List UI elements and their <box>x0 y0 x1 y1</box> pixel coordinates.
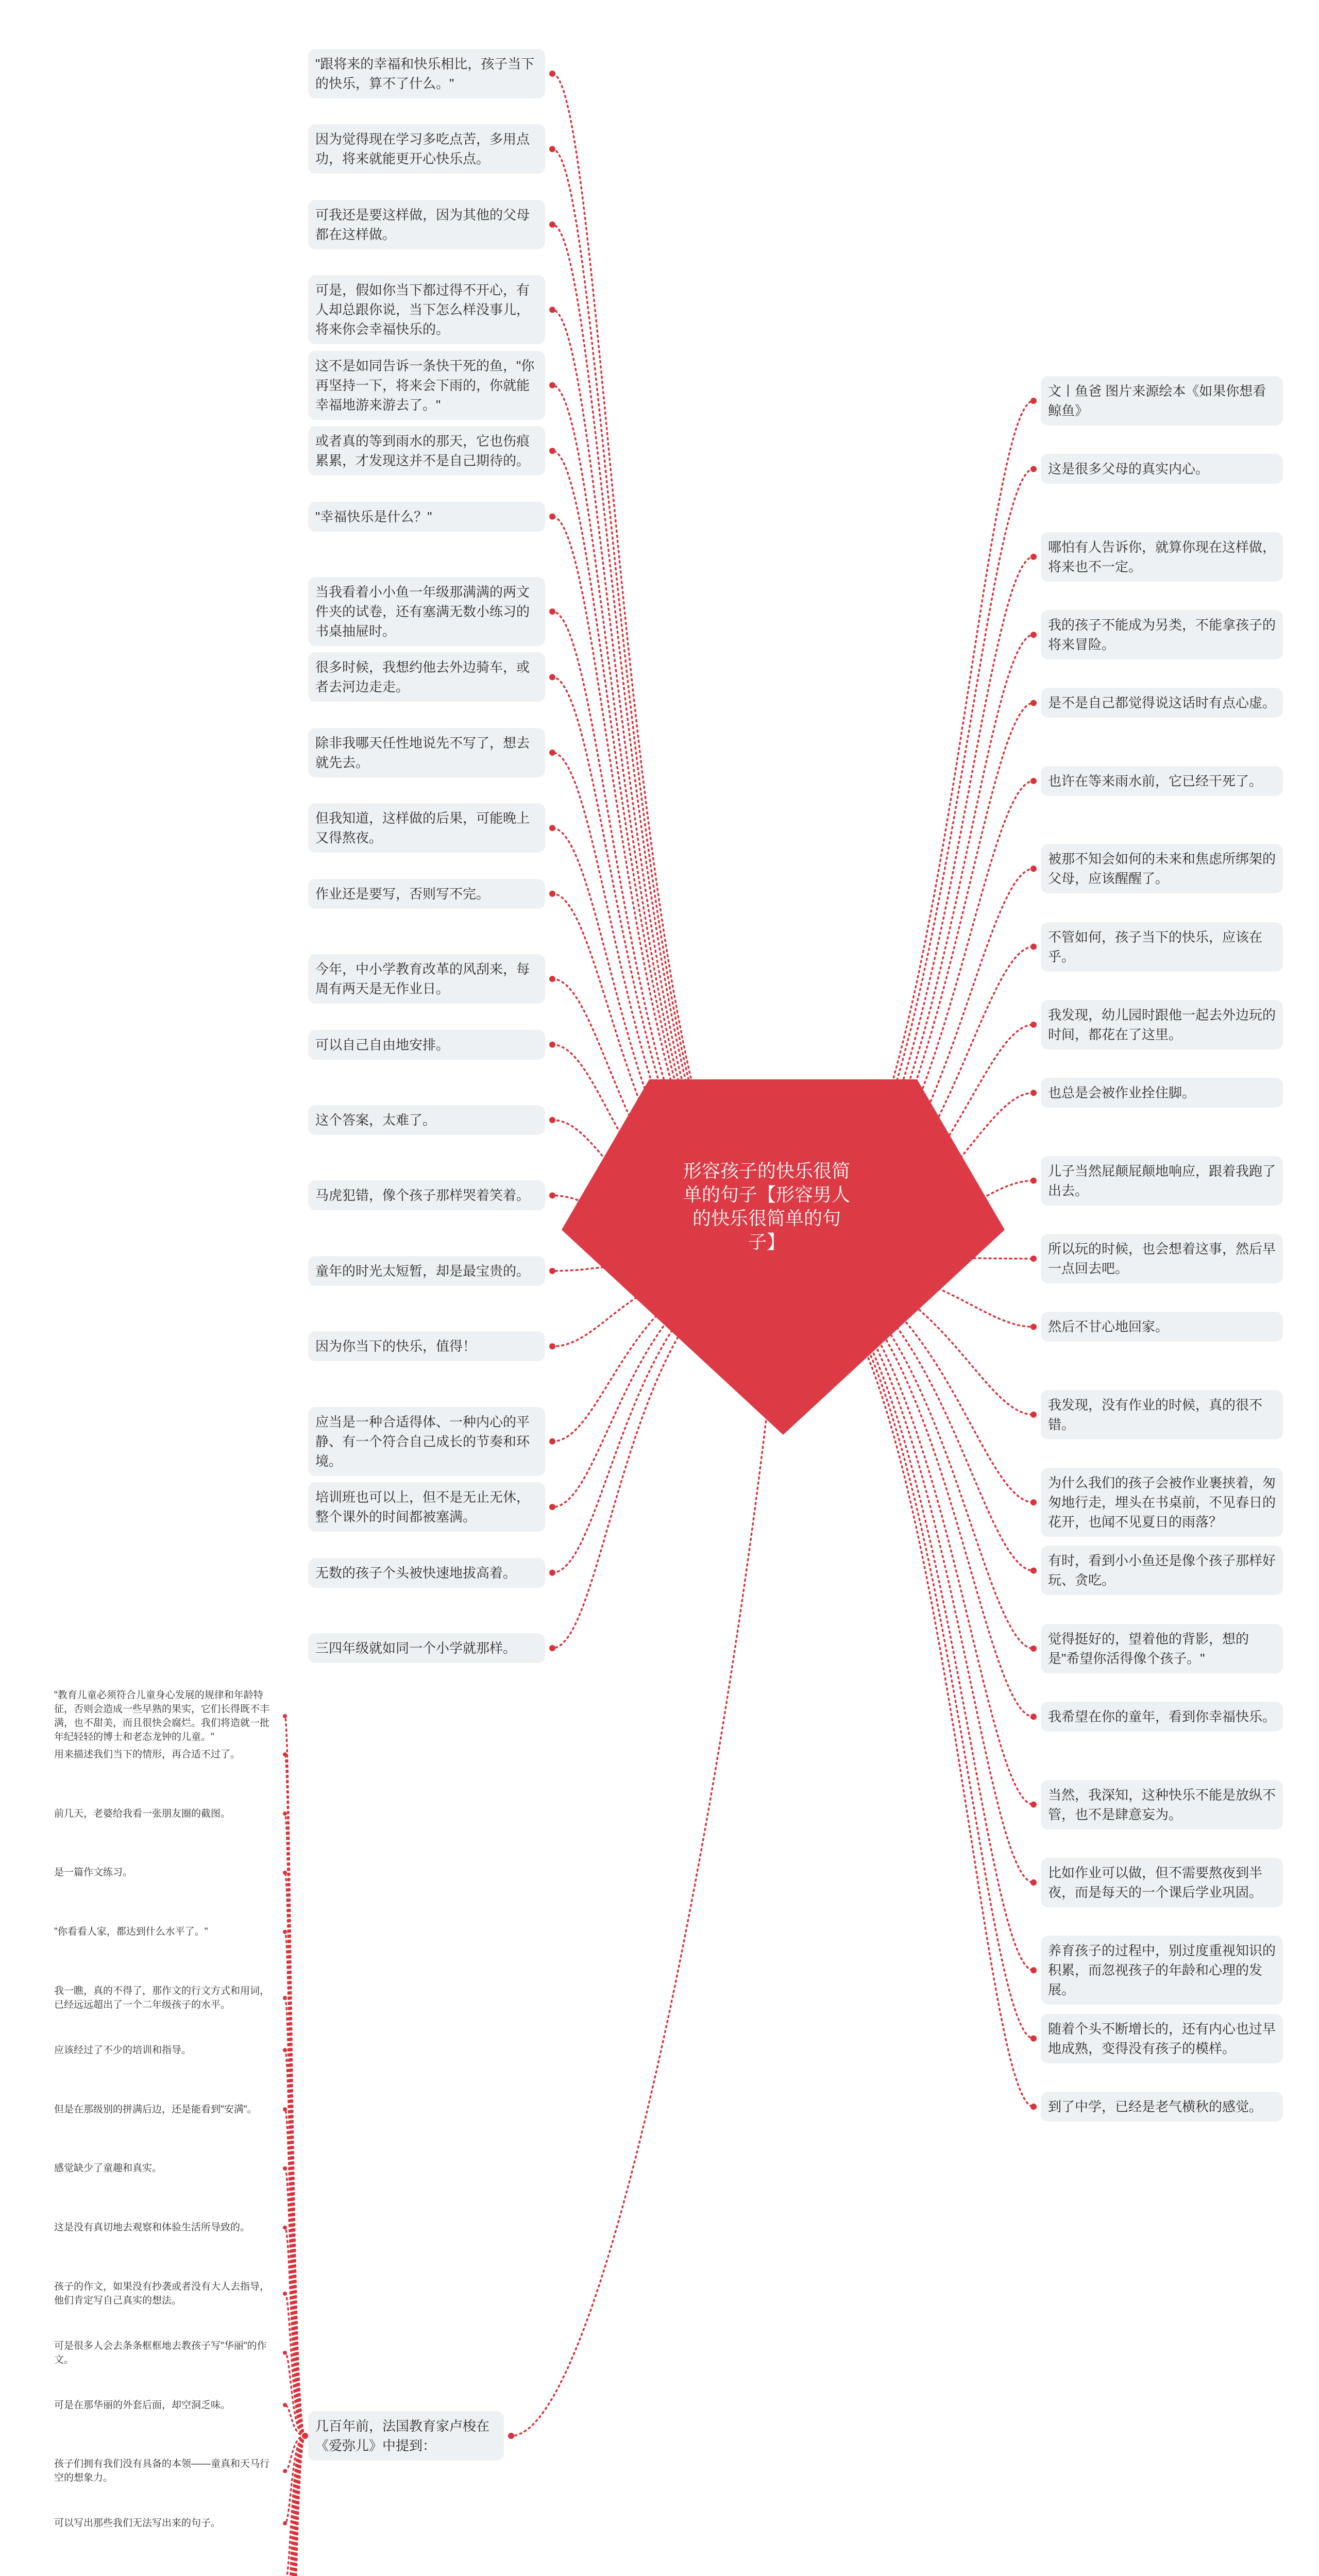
quote-detail-node[interactable]: 这是没有真切地去观察和体验生活所导致的。 <box>49 2217 281 2238</box>
quote-detail-node[interactable]: 是一篇作文练习。 <box>49 1862 281 1883</box>
connector-dot <box>549 1192 555 1198</box>
right-topic-node[interactable]: 我的孩子不能成为另类，不能拿孩子的将来冒险。 <box>1041 610 1283 659</box>
left-topic-node[interactable]: 作业还是要写，否则写不完。 <box>308 879 545 909</box>
quote-detail-node[interactable]: 孩子的作文，如果没有抄袭或者没有大人去指导，他们肯定写自己真实的想法。 <box>49 2276 281 2311</box>
central-topic-title: 形容孩子的快乐很简单的句子【形容男人的快乐很简单的句子】 <box>683 1160 850 1252</box>
right-topic-node[interactable]: 儿子当然屁颠屁颠地响应，跟着我跑了出去。 <box>1041 1156 1283 1206</box>
right-topic-node[interactable]: 被那不知会如何的未来和焦虑所绑架的父母，应该醒醒了。 <box>1041 844 1283 893</box>
right-topic-node[interactable]: 当然，我深知，这种快乐不能是放纵不管，也不是肆意妄为。 <box>1041 1780 1283 1829</box>
left-topic-node[interactable]: 童年的时光太短暂，却是最宝贵的。 <box>308 1256 545 1286</box>
right-topic-node[interactable]: 是不是自己都觉得说这话时有点心虚。 <box>1041 688 1283 718</box>
left-topic-node[interactable]: 可以自己自由地安排。 <box>308 1030 545 1060</box>
quote-detail-node[interactable]: "你看看人家，都达到什么水平了。" <box>49 1921 281 1942</box>
left-topic-node[interactable]: 但我知道，这样做的后果，可能晚上又得熬夜。 <box>308 803 545 853</box>
right-topic-node[interactable]: 养育孩子的过程中，别过度重视知识的积累，而忽视孩子的年龄和心理的发展。 <box>1041 1936 1283 2005</box>
right-topic-node[interactable]: 我希望在你的童年，看到你幸福快乐。 <box>1041 1702 1283 1732</box>
right-topic-node[interactable]: 到了中学，已经是老气横秋的感觉。 <box>1041 2092 1283 2122</box>
quote-detail-node[interactable] <box>49 2572 281 2576</box>
left-topic-node[interactable]: 因为觉得现在学习多吃点苦，多用点功，将来就能更开心快乐点。 <box>308 124 545 174</box>
left-topic-node[interactable]: 无数的孩子个头被快速地拔高着。 <box>308 1558 545 1588</box>
left-topic-node[interactable]: 马虎犯错，像个孩子那样哭着笑着。 <box>308 1180 545 1210</box>
left-topic-node[interactable]: 今年，中小学教育改革的风刮来，每周有两天是无作业日。 <box>308 954 545 1004</box>
quote-detail-node[interactable]: 我一瞧，真的不得了，那作文的行文方式和用词，已经远远超出了一个二年级孩子的水平。 <box>49 1980 281 2015</box>
quote-detail-node[interactable]: 可是在那华丽的外套后面，却空洞乏味。 <box>49 2395 281 2416</box>
left-topic-node[interactable]: "跟将来的幸福和快乐相比，孩子当下的快乐，算不了什么。" <box>308 49 545 98</box>
left-topic-node[interactable]: 这不是如同告诉一条快干死的鱼，"你再坚持一下，将来会下雨的，你就能幸福地游来游去了。" <box>308 351 545 420</box>
right-topic-node[interactable]: 然后不甘心地回家。 <box>1041 1312 1283 1342</box>
right-topic-node[interactable]: 不管如何，孩子当下的快乐，应该在乎。 <box>1041 922 1283 972</box>
right-topic-node[interactable]: 哪怕有人告诉你，就算你现在这样做，将来也不一定。 <box>1041 532 1283 582</box>
left-topic-node[interactable]: 因为你当下的快乐，值得！ <box>308 1331 545 1361</box>
left-topic-node[interactable]: 应当是一种合适得体、一种内心的平静、有一个符合自己成长的节奏和环境。 <box>308 1407 545 1476</box>
connector-dot <box>283 2226 287 2230</box>
right-topic-node[interactable]: 这是很多父母的真实内心。 <box>1041 454 1283 484</box>
quote-detail-node[interactable]: 孩子们拥有我们没有具备的本领——童真和天马行空的想象力。 <box>49 2453 281 2488</box>
left-topic-node[interactable]: 很多时候，我想约他去外边骑车，或者去河边走走。 <box>308 652 545 702</box>
connector-dot <box>1030 398 1037 404</box>
connector-dot <box>1030 1567 1037 1573</box>
connector-line <box>285 2050 305 2436</box>
right-topic-node[interactable]: 为什么我们的孩子会被作业裹挟着，匆匆地行走，埋头在书桌前，不见春日的花开，也闻不见夏日的雨落？ <box>1041 1468 1283 1537</box>
connector-dot <box>549 1645 555 1651</box>
right-topic-node[interactable]: 所以玩的时候，也会想着这事，然后早一点回去吧。 <box>1041 1234 1283 1283</box>
connector-dot <box>549 1268 555 1274</box>
left-topic-node[interactable]: 或者真的等到雨水的那天，它也伤痕累累，才发现这并不是自己期待的。 <box>308 426 545 476</box>
left-topic-node[interactable]: 这个答案，太难了。 <box>308 1105 545 1135</box>
quote-detail-node[interactable]: "教育儿童必须符合儿童身心发展的规律和年龄特征，否则会造成一些早熟的果实，它们长得既不丰满，也不甜美，而且很快会腐烂。我们将造就一批年纪轻轻的博士和老态龙钟的儿童。" <box>49 1685 281 1748</box>
connector-dot <box>302 2433 308 2439</box>
right-topic-node[interactable]: 我发现，幼儿园时跟他一起去外边玩的时间，都花在了这里。 <box>1041 1000 1283 1049</box>
right-topic-node[interactable]: 文丨鱼爸 图片来源绘本《如果你想看鲸鱼》 <box>1041 376 1283 426</box>
left-topic-node[interactable]: 可是，假如你当下都过得不开心，有人却总跟你说，当下怎么样没事儿，将来你会幸福快乐的。 <box>308 275 545 344</box>
quote-detail-node[interactable]: 但是在那级别的拼满后边，还是能看到"安满"。 <box>49 2099 281 2120</box>
right-topic-node[interactable]: 也许在等来雨水前，它已经干死了。 <box>1041 766 1283 796</box>
left-topic-node[interactable]: 培训班也可以上，但不是无止无休，整个课外的时间都被塞满。 <box>308 1482 545 1532</box>
quote-detail-node[interactable]: 用来描述我们当下的情形，再合适不过了。 <box>49 1744 281 1765</box>
connector-dot <box>283 1714 287 1718</box>
quote-detail-node[interactable]: 感觉缺少了童趣和真实。 <box>49 2158 281 2179</box>
rousseau-topic-node[interactable]: 几百年前，法国教育家卢梭在《爱弥儿》中提到： <box>308 2411 504 2461</box>
connector-dot <box>549 382 555 388</box>
right-topic-node[interactable]: 觉得挺好的，望着他的背影，想的是"希望你活得像个孩子。" <box>1041 1624 1283 1673</box>
left-topic-node[interactable]: 三四年级就如同一个小学就那样。 <box>308 1633 545 1663</box>
connector-dot <box>549 1504 555 1510</box>
right-topic-node[interactable]: 比如作业可以做，但不需要熬夜到半夜，而是每天的一个课后学业巩固。 <box>1041 1858 1283 1907</box>
left-topic-node[interactable]: 可我还是要这样做，因为其他的父母都在这样做。 <box>308 200 545 249</box>
connector-dot <box>549 222 555 228</box>
quote-detail-node[interactable]: 可以写出那些我们无法写出来的句子。 <box>49 2513 281 2534</box>
right-topic-node[interactable]: 我发现，没有作业的时候，真的很不错。 <box>1041 1390 1283 1439</box>
quote-detail-node[interactable]: 可是很多人会去条条框框地去教孩子写"华丽"的作文。 <box>49 2335 281 2370</box>
left-topic-node[interactable]: 当我看着小小鱼一年级那满满的两文件夹的试卷，还有塞满无数小练习的书桌抽屉时。 <box>308 577 545 646</box>
quote-detail-node[interactable]: 应该经过了不少的培训和指导。 <box>49 2040 281 2061</box>
right-topic-node[interactable]: 有时，看到小小鱼还是像个孩子那样好玩、贪吃。 <box>1041 1546 1283 1595</box>
left-topic-node[interactable]: 除非我哪天任性地说先不写了，想去就先去。 <box>308 728 545 777</box>
connector-dot <box>549 307 555 313</box>
quote-detail-node[interactable]: 前几天，老婆给我看一张朋友圈的截图。 <box>49 1803 281 1824</box>
left-topic-node[interactable]: "幸福快乐是什么？" <box>308 502 545 532</box>
right-topic-node[interactable]: 随着个头不断增长的，还有内心也过早地成熟，变得没有孩子的模样。 <box>1041 2014 1283 2063</box>
connector-dot <box>1030 700 1037 706</box>
right-topic-node[interactable]: 也总是会被作业拴住脚。 <box>1041 1078 1283 1108</box>
central-topic-shape[interactable] <box>562 1079 1005 1435</box>
